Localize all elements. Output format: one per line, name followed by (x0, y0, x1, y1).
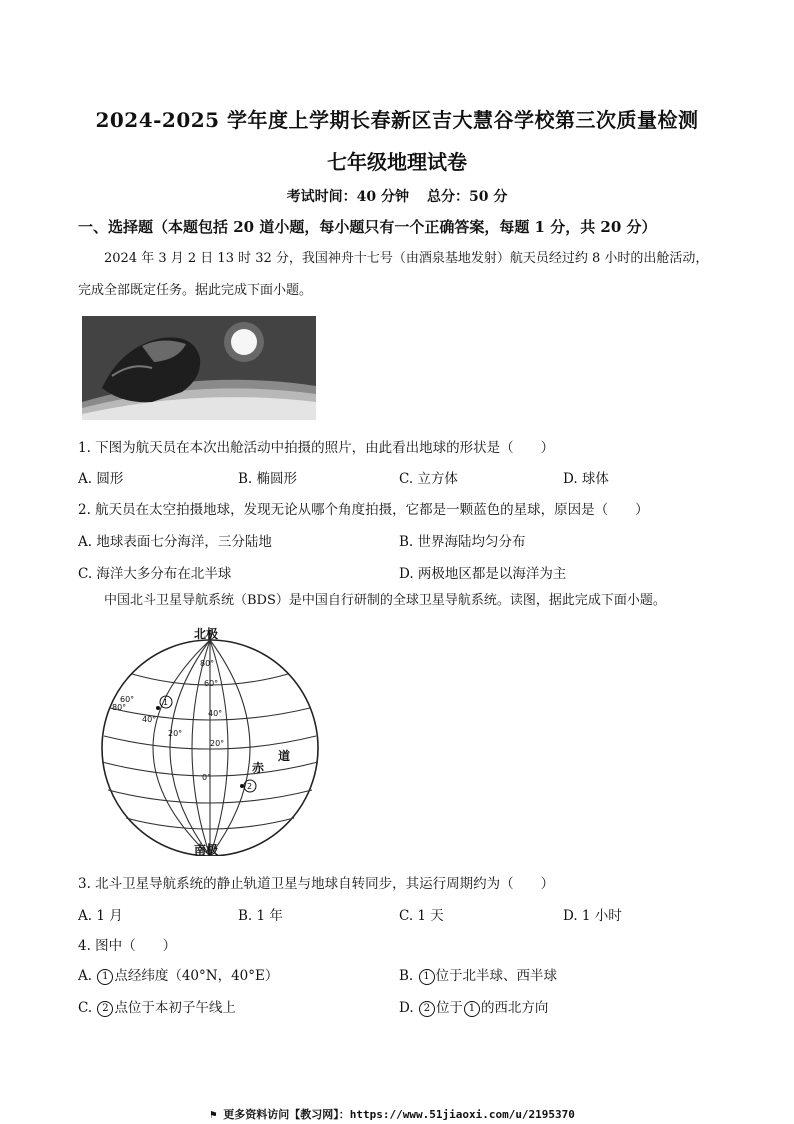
north-pole-label: 北极 (194, 627, 219, 641)
q2-option-d[interactable]: D. 两极地区都是以海洋为主 (399, 566, 567, 582)
q4-option-b-text: 位于北半球、西半球 (435, 968, 558, 984)
q4-stem: 4. 图中（ ） (78, 938, 177, 954)
lat-label-80: 80° (200, 659, 215, 668)
marker-1-point (156, 706, 160, 710)
q1-option-a[interactable]: A. 圆形 (78, 471, 124, 487)
lon-label-20: 20° (168, 729, 183, 738)
earth-photo (82, 316, 316, 420)
longitude-line-w1 (192, 640, 210, 856)
q4-option-d-prefix: D. (399, 1000, 418, 1016)
flag-icon: ⚑ (210, 1108, 224, 1121)
footer-link[interactable] (210, 1106, 575, 1122)
total-score: 总分：50 分 (427, 189, 508, 205)
marker-2-icon: 2 (97, 1001, 113, 1017)
q4-option-d[interactable] (399, 996, 548, 1017)
globe-diagram (92, 624, 328, 856)
lon-label-80: 80° (112, 703, 127, 712)
lat-label-60: 60° (204, 679, 219, 688)
exam-title-line1: 2024-2025 学年度上学期长春新区吉大慧谷学校第三次质量检测 (95, 108, 699, 132)
q1-stem: 1. 下图为航天员在本次出舱活动中拍摄的照片，由此看出地球的形状是（ ） (78, 440, 555, 456)
exam-time: 考试时间：40 分钟 (286, 189, 409, 205)
lat-label-0: 0° (202, 773, 212, 782)
lat-label-40: 40° (208, 709, 223, 718)
passage1-line2: 完成全部既定任务。据此完成下面小题。 (78, 283, 313, 298)
marker-2-point (240, 784, 244, 788)
marker-2-label: 2 (247, 782, 253, 791)
q4-option-c-text: 点位于本初子午线上 (114, 1000, 236, 1016)
lon-label-40: 40° (142, 715, 157, 724)
q4-option-a[interactable] (78, 964, 278, 985)
q4-option-d-text: 位于 (435, 1000, 463, 1016)
exam-title-line2: 七年级地理试卷 (327, 150, 467, 174)
equator-label-1: 赤 (252, 761, 265, 775)
q3-option-c[interactable]: C. 1 天 (399, 908, 444, 924)
passage2-line1: 中国北斗卫星导航系统（BDS）是中国自行研制的全球卫星导航系统。读图，据此完成下面小题。 (104, 593, 666, 608)
marker-2-icon: 2 (419, 1001, 435, 1017)
equator-label-2: 道 (278, 749, 291, 763)
q2-option-c[interactable]: C. 海洋大多分布在北半球 (78, 566, 232, 582)
section-heading: 一、选择题（本题包括 20 道小题，每小题只有一个正确答案，每题 1 分，共 20 分） (78, 218, 657, 236)
lon-label-60: 60° (120, 695, 135, 704)
marker-1-icon: 1 (419, 969, 435, 985)
marker-1-icon: 1 (97, 969, 113, 985)
q2-option-a[interactable]: A. 地球表面七分海洋，三分陆地 (78, 534, 272, 550)
q4-option-c-prefix: C. (78, 1000, 97, 1016)
q4-option-b[interactable] (399, 964, 557, 985)
q1-option-b[interactable]: B. 椭圆形 (238, 471, 298, 487)
south-pole-label: 南极 (194, 843, 219, 856)
marker-1-label: 1 (163, 698, 169, 707)
q4-option-a-text: 点经纬度（40°N，40°E） (114, 968, 279, 984)
q4-option-c[interactable] (78, 996, 236, 1017)
q4-option-a-prefix: A. (78, 968, 97, 984)
q4-option-b-prefix: B. (399, 968, 418, 984)
q2-option-b[interactable]: B. 世界海陆均匀分布 (399, 534, 526, 550)
q3-stem: 3. 北斗卫星导航系统的静止轨道卫星与地球自转同步，其运行周期约为（ ） (78, 876, 555, 892)
lat-label-20: 20° (210, 739, 225, 748)
longitude-line-e1 (210, 640, 228, 856)
q2-stem: 2. 航天员在太空拍摄地球，发现无论从哪个角度拍摄，它都是一颗蓝色的星球，原因是（ ） (78, 502, 649, 518)
q3-option-b[interactable]: B. 1 年 (238, 908, 283, 924)
q4-option-d-text2: 的西北方向 (480, 1000, 549, 1016)
q3-option-a[interactable]: A. 1 月 (78, 908, 123, 924)
passage1-line1: 2024 年 3 月 2 日 13 时 32 分，我国神舟十七号（由酒泉基地发射）航天员经过约 8 小时的出舱活动， (104, 251, 709, 266)
footer-text: 更多资料访问【教习网】：https://www.51jiaoxi.com/u/2195370 (223, 1108, 575, 1121)
q1-option-d[interactable]: D. 球体 (563, 471, 609, 487)
q3-option-d[interactable]: D. 1 小时 (563, 908, 622, 924)
exam-info (0, 186, 794, 206)
marker-1-icon: 1 (464, 1001, 480, 1017)
q1-option-c[interactable]: C. 立方体 (399, 471, 458, 487)
